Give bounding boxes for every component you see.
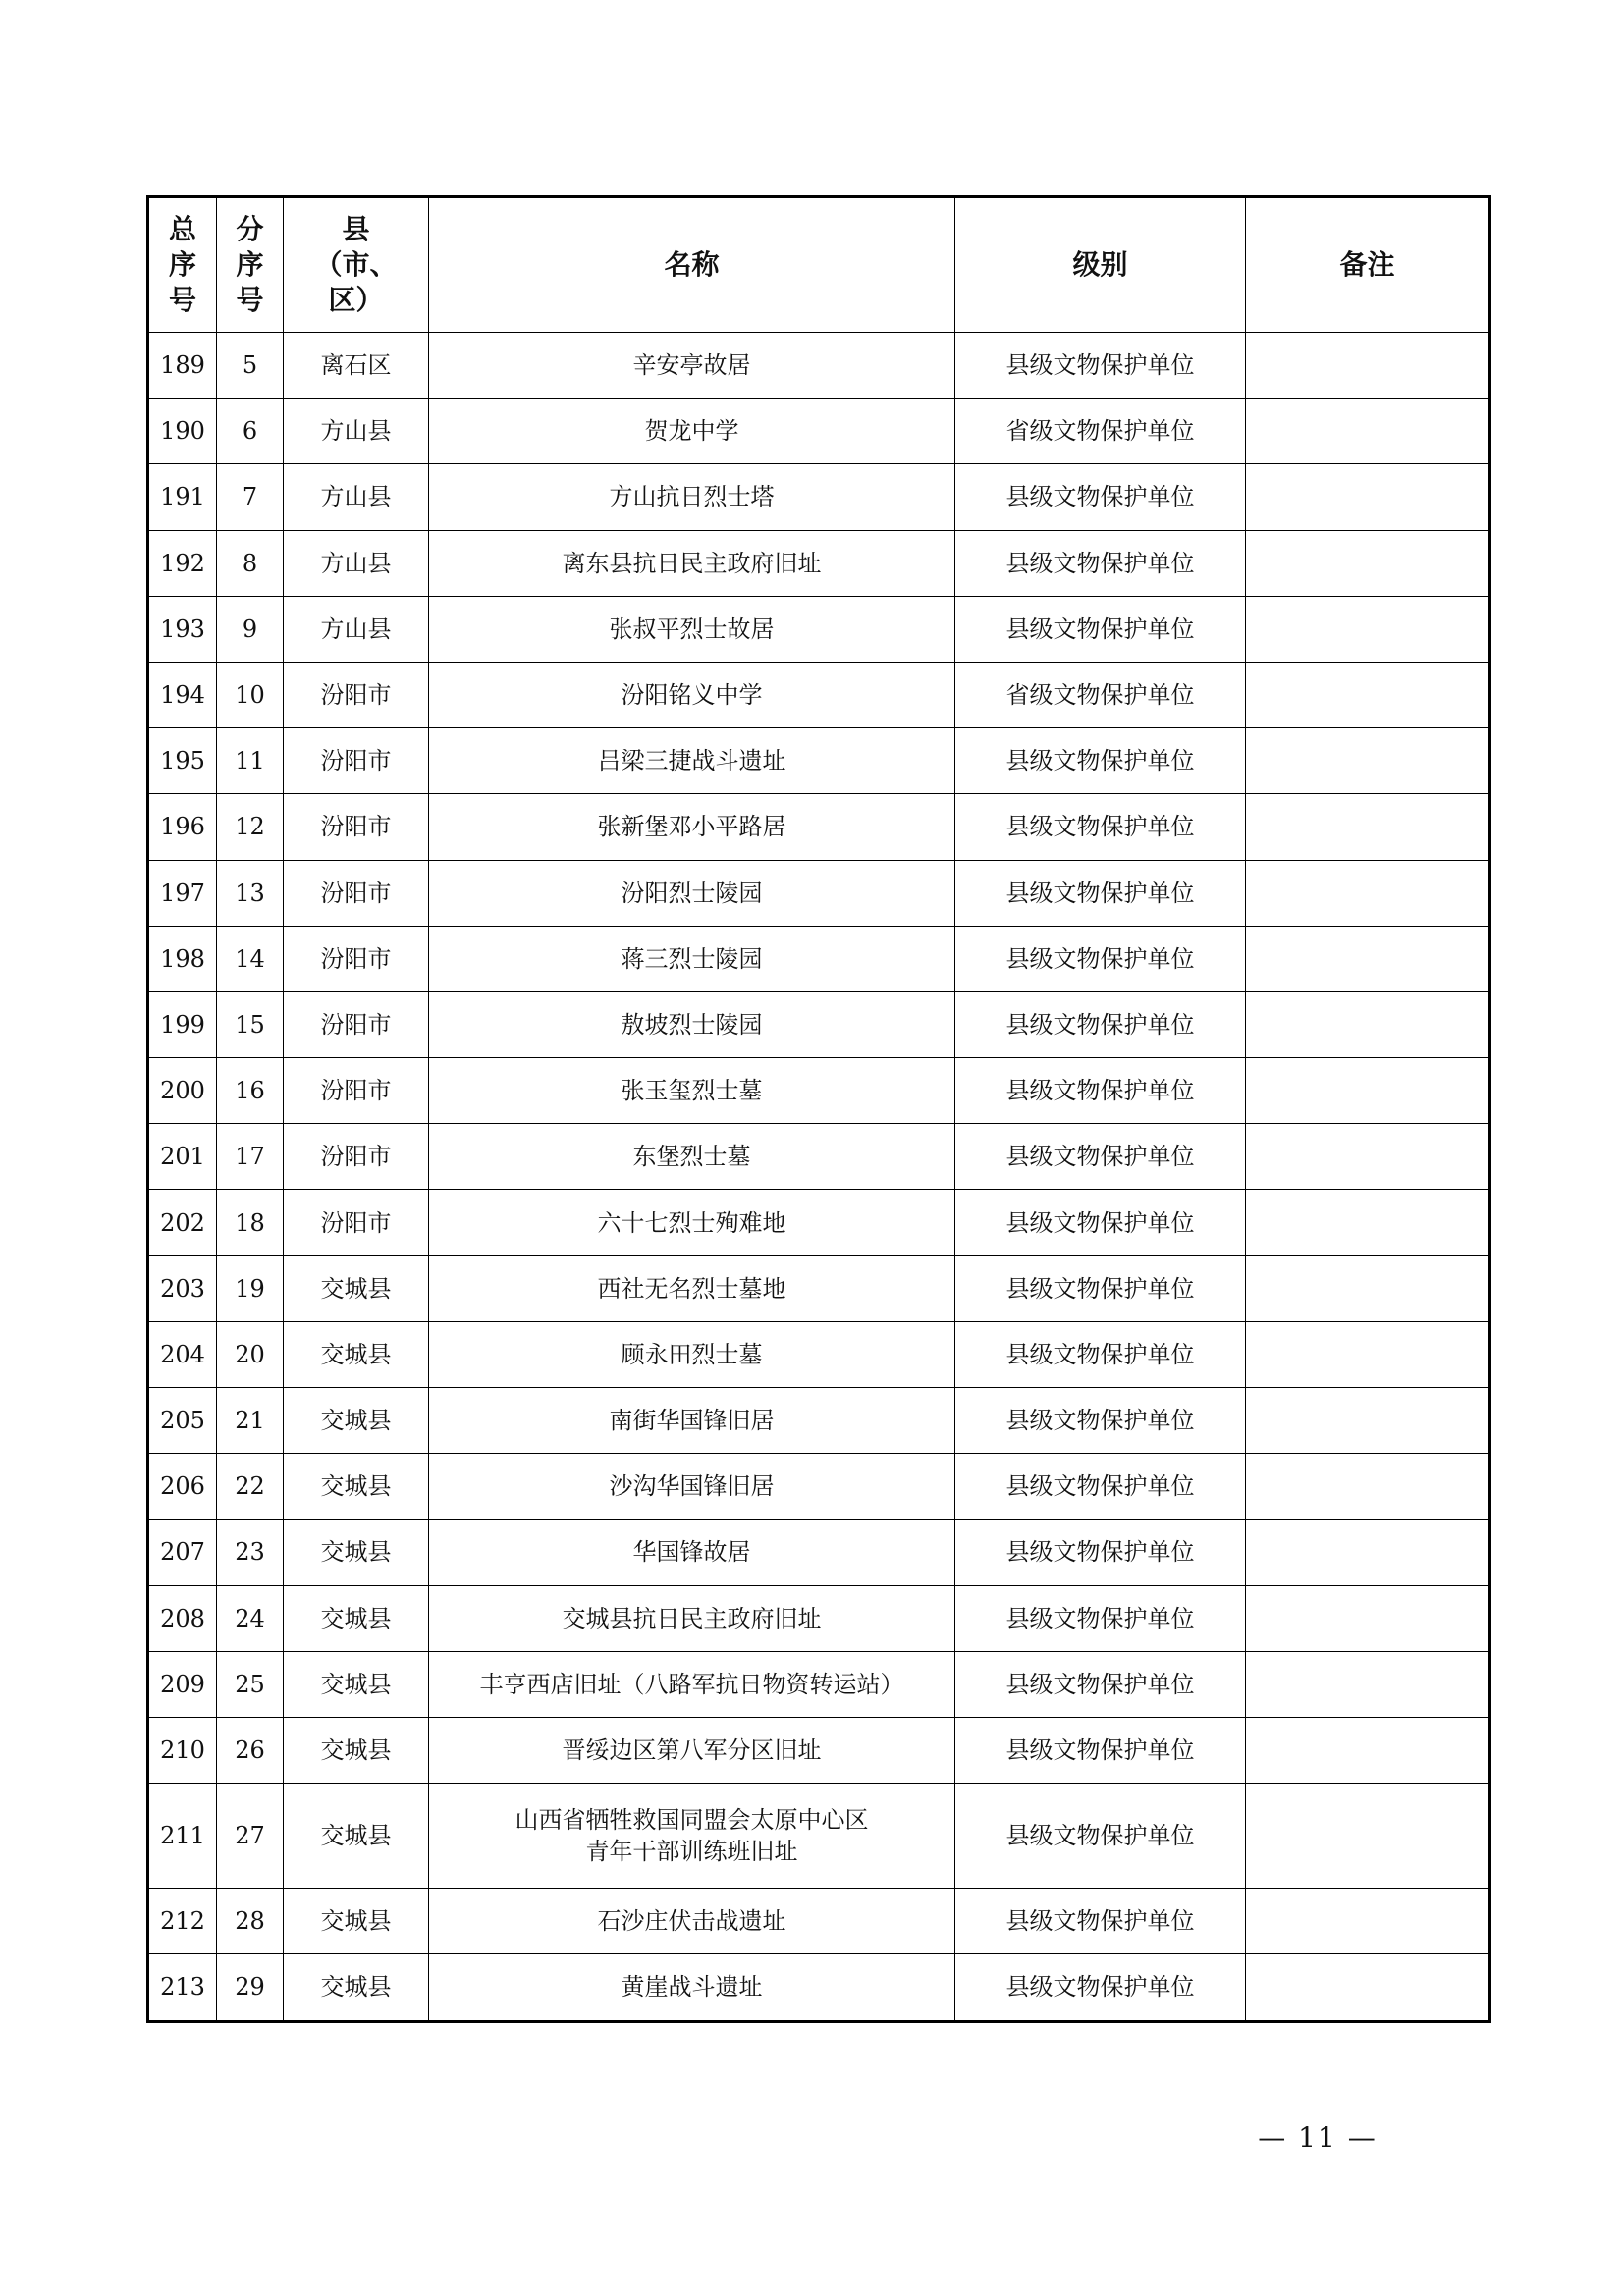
level-cell: 县级文物保护单位 (955, 1255, 1246, 1321)
level-cell: 省级文物保护单位 (955, 399, 1246, 464)
table-row (148, 596, 1490, 662)
name-cell (429, 1255, 955, 1321)
page-number: — 11 — (1258, 2121, 1378, 2154)
name-line: 离东县抗日民主政府旧址 (562, 549, 822, 577)
county-cell: 交城县 (284, 1388, 429, 1454)
total-seq-cell: 213 (148, 1954, 217, 2021)
table-row (148, 860, 1490, 926)
sub-seq-cell: 25 (217, 1651, 284, 1717)
table-row (148, 1255, 1490, 1321)
document-sheet (146, 195, 1488, 2023)
sub-seq-cell: 11 (217, 728, 284, 794)
name-cell (429, 1388, 955, 1454)
name-line: 张叔平烈士故居 (609, 614, 775, 643)
name-cell (429, 1520, 955, 1585)
remarks-cell (1246, 596, 1490, 662)
sub-seq-cell: 27 (217, 1784, 284, 1889)
name-cell (429, 1954, 955, 2021)
name-line: 晋绥边区第八军分区旧址 (562, 1736, 822, 1765)
header-sub-seq-line: 号 (236, 284, 264, 316)
remarks-cell (1246, 860, 1490, 926)
name-cell (429, 1585, 955, 1651)
sub-seq-cell: 16 (217, 1058, 284, 1124)
county-cell: 方山县 (284, 464, 429, 530)
name-line: 敖坡烈士陵园 (621, 1010, 763, 1039)
total-seq-cell: 194 (148, 662, 217, 727)
level-cell: 县级文物保护单位 (955, 860, 1246, 926)
county-cell: 交城县 (284, 1717, 429, 1783)
sub-seq-cell: 5 (217, 333, 284, 399)
name-line: 吕梁三捷战斗遗址 (597, 747, 786, 775)
level-cell: 县级文物保护单位 (955, 1585, 1246, 1651)
remarks-cell (1246, 662, 1490, 727)
name-cell (429, 399, 955, 464)
level-cell: 县级文物保护单位 (955, 596, 1246, 662)
total-seq-cell: 212 (148, 1889, 217, 1954)
level-cell: 县级文物保护单位 (955, 1954, 1246, 2021)
name-line: 方山抗日烈士塔 (609, 483, 775, 511)
sub-seq-cell: 28 (217, 1889, 284, 1954)
total-seq-cell: 211 (148, 1784, 217, 1889)
header-total-seq-line: 号 (168, 284, 196, 316)
county-cell: 交城县 (284, 1651, 429, 1717)
county-cell: 交城县 (284, 1454, 429, 1520)
remarks-cell (1246, 530, 1490, 596)
header-remarks: 备注 (1246, 197, 1490, 333)
name-cell (429, 333, 955, 399)
sub-seq-cell: 8 (217, 530, 284, 596)
table-row (148, 464, 1490, 530)
county-cell: 方山县 (284, 399, 429, 464)
table-row (148, 794, 1490, 860)
header-county-line: （市、 (314, 248, 398, 281)
level-cell: 县级文物保护单位 (955, 926, 1246, 991)
sub-seq-cell: 7 (217, 464, 284, 530)
county-cell: 交城县 (284, 1321, 429, 1387)
level-cell: 县级文物保护单位 (955, 728, 1246, 794)
table-row (148, 1190, 1490, 1255)
sub-seq-cell: 22 (217, 1454, 284, 1520)
remarks-cell (1246, 464, 1490, 530)
name-cell (429, 1717, 955, 1783)
county-cell: 汾阳市 (284, 728, 429, 794)
sub-seq-cell: 20 (217, 1321, 284, 1387)
total-seq-cell: 210 (148, 1717, 217, 1783)
sub-seq-cell: 21 (217, 1388, 284, 1454)
name-line: 山西省牺牲救国同盟会太原中心区 (514, 1806, 869, 1835)
sub-seq-cell: 13 (217, 860, 284, 926)
name-cell (429, 1190, 955, 1255)
name-line: 黄崖战斗遗址 (621, 1973, 763, 2002)
table-row (148, 1058, 1490, 1124)
total-seq-cell: 193 (148, 596, 217, 662)
level-cell: 县级文物保护单位 (955, 333, 1246, 399)
sub-seq-cell: 23 (217, 1520, 284, 1585)
name-cell (429, 1784, 955, 1889)
table-row (148, 1520, 1490, 1585)
name-line: 东堡烈士墓 (632, 1143, 751, 1171)
table-row (148, 1388, 1490, 1454)
total-seq-cell: 189 (148, 333, 217, 399)
sub-seq-cell: 29 (217, 1954, 284, 2021)
header-sub-seq-line: 分 (236, 213, 264, 245)
name-line: 贺龙中学 (644, 417, 739, 446)
sub-seq-cell: 15 (217, 991, 284, 1057)
level-cell: 县级文物保护单位 (955, 1651, 1246, 1717)
remarks-cell (1246, 1954, 1490, 2021)
table-body (148, 333, 1490, 2022)
name-line: 西社无名烈士墓地 (597, 1274, 786, 1303)
name-cell (429, 926, 955, 991)
total-seq-cell: 207 (148, 1520, 217, 1585)
header-sub-seq (217, 197, 284, 333)
total-seq-cell: 200 (148, 1058, 217, 1124)
sub-seq-cell: 18 (217, 1190, 284, 1255)
name-line: 张玉玺烈士墓 (621, 1077, 763, 1105)
remarks-cell (1246, 1585, 1490, 1651)
total-seq-cell: 201 (148, 1124, 217, 1190)
remarks-cell (1246, 1520, 1490, 1585)
name-cell (429, 860, 955, 926)
name-line: 六十七烈士殉难地 (597, 1208, 786, 1237)
name-line: 汾阳烈士陵园 (621, 879, 763, 907)
table-row (148, 1784, 1490, 1889)
table-row (148, 926, 1490, 991)
header-county-line: 县 (342, 213, 370, 245)
name-line: 汾阳铭义中学 (621, 681, 763, 710)
county-cell: 汾阳市 (284, 1190, 429, 1255)
level-cell: 县级文物保护单位 (955, 794, 1246, 860)
remarks-cell (1246, 1784, 1490, 1889)
total-seq-cell: 195 (148, 728, 217, 794)
county-cell: 交城县 (284, 1585, 429, 1651)
name-cell (429, 464, 955, 530)
table-row (148, 728, 1490, 794)
name-cell (429, 728, 955, 794)
county-cell: 交城县 (284, 1954, 429, 2021)
name-line: 张新堡邓小平路居 (597, 813, 786, 841)
table-row (148, 1954, 1490, 2021)
total-seq-cell: 197 (148, 860, 217, 926)
header-sub-seq-line: 序 (236, 248, 264, 281)
level-cell: 县级文物保护单位 (955, 1388, 1246, 1454)
level-cell: 县级文物保护单位 (955, 464, 1246, 530)
name-line: 沙沟华国锋旧居 (609, 1472, 775, 1501)
table-row (148, 1124, 1490, 1190)
table-row (148, 1321, 1490, 1387)
county-cell: 方山县 (284, 530, 429, 596)
header-level: 级别 (955, 197, 1246, 333)
total-seq-cell: 192 (148, 530, 217, 596)
remarks-cell (1246, 1124, 1490, 1190)
table-row (148, 991, 1490, 1057)
sub-seq-cell: 6 (217, 399, 284, 464)
remarks-cell (1246, 991, 1490, 1057)
table-header-row (148, 197, 1490, 333)
total-seq-cell: 208 (148, 1585, 217, 1651)
remarks-cell (1246, 1889, 1490, 1954)
total-seq-cell: 206 (148, 1454, 217, 1520)
county-cell: 汾阳市 (284, 991, 429, 1057)
level-cell: 县级文物保护单位 (955, 1717, 1246, 1783)
remarks-cell (1246, 399, 1490, 464)
sub-seq-cell: 10 (217, 662, 284, 727)
name-cell (429, 1321, 955, 1387)
remarks-cell (1246, 333, 1490, 399)
name-line: 石沙庄伏击战遗址 (597, 1907, 786, 1936)
name-cell (429, 662, 955, 727)
total-seq-cell: 191 (148, 464, 217, 530)
sub-seq-cell: 26 (217, 1717, 284, 1783)
remarks-cell (1246, 1651, 1490, 1717)
header-name: 名称 (429, 197, 955, 333)
name-cell (429, 1889, 955, 1954)
table-row (148, 530, 1490, 596)
total-seq-cell: 205 (148, 1388, 217, 1454)
remarks-cell (1246, 794, 1490, 860)
remarks-cell (1246, 1058, 1490, 1124)
name-line: 丰亨西店旧址（八路军抗日物资转运站） (479, 1670, 904, 1698)
total-seq-cell: 196 (148, 794, 217, 860)
name-line: 辛安亭故居 (632, 351, 751, 380)
county-cell: 汾阳市 (284, 1124, 429, 1190)
name-cell (429, 794, 955, 860)
total-seq-cell: 190 (148, 399, 217, 464)
table-row (148, 1651, 1490, 1717)
header-total-seq-line: 序 (168, 248, 196, 281)
table-row (148, 1585, 1490, 1651)
level-cell: 县级文物保护单位 (955, 530, 1246, 596)
total-seq-cell: 203 (148, 1255, 217, 1321)
county-cell: 汾阳市 (284, 1058, 429, 1124)
remarks-cell (1246, 1255, 1490, 1321)
level-cell: 县级文物保护单位 (955, 1454, 1246, 1520)
name-cell (429, 1124, 955, 1190)
name-cell (429, 991, 955, 1057)
table-row (148, 1717, 1490, 1783)
remarks-cell (1246, 1388, 1490, 1454)
total-seq-cell: 202 (148, 1190, 217, 1255)
county-cell: 交城县 (284, 1255, 429, 1321)
name-cell (429, 1454, 955, 1520)
name-line: 顾永田烈士墓 (621, 1340, 763, 1368)
county-cell: 交城县 (284, 1889, 429, 1954)
remarks-cell (1246, 728, 1490, 794)
name-line: 交城县抗日民主政府旧址 (562, 1604, 822, 1632)
sub-seq-cell: 19 (217, 1255, 284, 1321)
sub-seq-cell: 14 (217, 926, 284, 991)
total-seq-cell: 209 (148, 1651, 217, 1717)
name-line: 南街华国锋旧居 (609, 1407, 775, 1435)
county-cell: 方山县 (284, 596, 429, 662)
name-cell (429, 1651, 955, 1717)
name-cell (429, 530, 955, 596)
level-cell: 省级文物保护单位 (955, 662, 1246, 727)
county-cell: 汾阳市 (284, 926, 429, 991)
county-cell: 离石区 (284, 333, 429, 399)
county-cell: 交城县 (284, 1784, 429, 1889)
level-cell: 县级文物保护单位 (955, 1124, 1246, 1190)
level-cell: 县级文物保护单位 (955, 1190, 1246, 1255)
header-county-line: 区） (328, 284, 384, 316)
heritage-site-table (146, 195, 1491, 2023)
remarks-cell (1246, 926, 1490, 991)
county-cell: 汾阳市 (284, 794, 429, 860)
table-row (148, 662, 1490, 727)
county-cell: 交城县 (284, 1520, 429, 1585)
header-county (284, 197, 429, 333)
table-row (148, 399, 1490, 464)
total-seq-cell: 204 (148, 1321, 217, 1387)
header-total-seq (148, 197, 217, 333)
name-cell (429, 1058, 955, 1124)
total-seq-cell: 198 (148, 926, 217, 991)
level-cell: 县级文物保护单位 (955, 991, 1246, 1057)
total-seq-cell: 199 (148, 991, 217, 1057)
sub-seq-cell: 12 (217, 794, 284, 860)
header-total-seq-line: 总 (168, 213, 196, 245)
level-cell: 县级文物保护单位 (955, 1520, 1246, 1585)
sub-seq-cell: 24 (217, 1585, 284, 1651)
sub-seq-cell: 17 (217, 1124, 284, 1190)
level-cell: 县级文物保护单位 (955, 1321, 1246, 1387)
county-cell: 汾阳市 (284, 662, 429, 727)
level-cell: 县级文物保护单位 (955, 1889, 1246, 1954)
remarks-cell (1246, 1717, 1490, 1783)
remarks-cell (1246, 1321, 1490, 1387)
level-cell: 县级文物保护单位 (955, 1058, 1246, 1124)
table-row (148, 1889, 1490, 1954)
name-cell (429, 596, 955, 662)
table-row (148, 1454, 1490, 1520)
name-line: 蒋三烈士陵园 (621, 944, 763, 973)
remarks-cell (1246, 1190, 1490, 1255)
sub-seq-cell: 9 (217, 596, 284, 662)
table-row (148, 333, 1490, 399)
county-cell: 汾阳市 (284, 860, 429, 926)
remarks-cell (1246, 1454, 1490, 1520)
name-line: 华国锋故居 (632, 1538, 751, 1567)
level-cell: 县级文物保护单位 (955, 1784, 1246, 1889)
name-line: 青年干部训练班旧址 (585, 1838, 798, 1866)
